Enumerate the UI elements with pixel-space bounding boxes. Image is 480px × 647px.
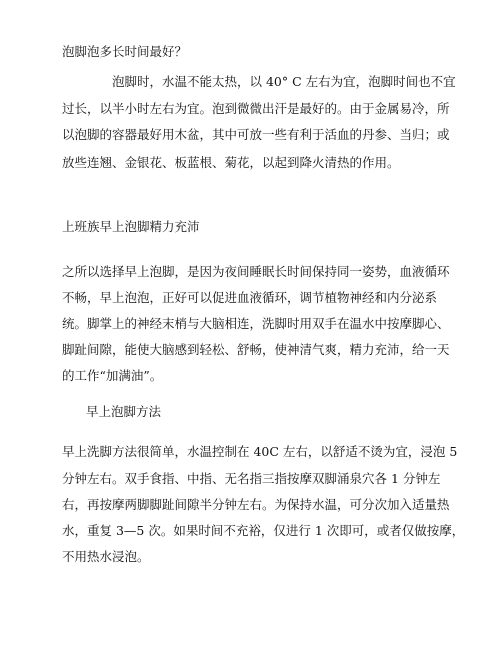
paragraph-line: 不用热水浸泡。 [62,549,150,564]
section-heading: 泡脚泡多长时间最好？ [62,44,188,59]
paragraph-line: 分钟左右。双手食指、中指、无名指三指按摩双脚涌泉穴各 1 分钟左 [62,471,441,486]
paragraph-line: 右，再按摩两脚脚趾间隙半分钟左右。为保持水温，可分次加入适量热 [62,497,450,512]
paragraph-line: 泡脚时，水温不能太热，以 40° C 左右为宜，泡脚时间也不宜 [112,74,456,89]
paragraph-line: 早上洗脚方法很简单，水温控制在 40C 左右，以舒适不烫为宜，浸泡 5 [62,444,458,459]
paragraph-line: 水，重复 3—5 次。如果时间不充裕，仅进行 1 次即可，或者仅做按摩， [62,523,465,538]
paragraph-line: 之所以选择早上泡脚，是因为夜间睡眠长时间保持同一姿势，血液循环 [62,264,450,279]
paragraph-line: 放些连翘、金银花、板蓝根、菊花，以起到降火清热的作用。 [62,155,400,170]
paragraph-line: 的工作“加满油”。 [62,368,163,383]
paragraph-line: 脚趾间隙，能使大脑感到轻松、舒畅，使神清气爽，精力充沛，给一天 [62,342,450,357]
paragraph-line: 过长，以半小时左右为宜。泡到微微出汗是最好的。由于金属易冷，所 [62,101,450,116]
section-heading: 上班族早上泡脚精力充沛 [62,219,200,234]
paragraph-line: 统。脚掌上的神经末梢与大脑相连，洗脚时用双手在温水中按摩脚心、 [62,316,450,331]
section-heading: 早上泡脚方法 [86,404,162,419]
paragraph-line: 不畅，早上泡泡，正好可以促进血液循环，调节植物神经和内分泌系 [62,290,438,305]
paragraph-line: 以泡脚的容器最好用木盆，其中可放一些有利于活血的丹参、当归；或 [62,127,450,142]
